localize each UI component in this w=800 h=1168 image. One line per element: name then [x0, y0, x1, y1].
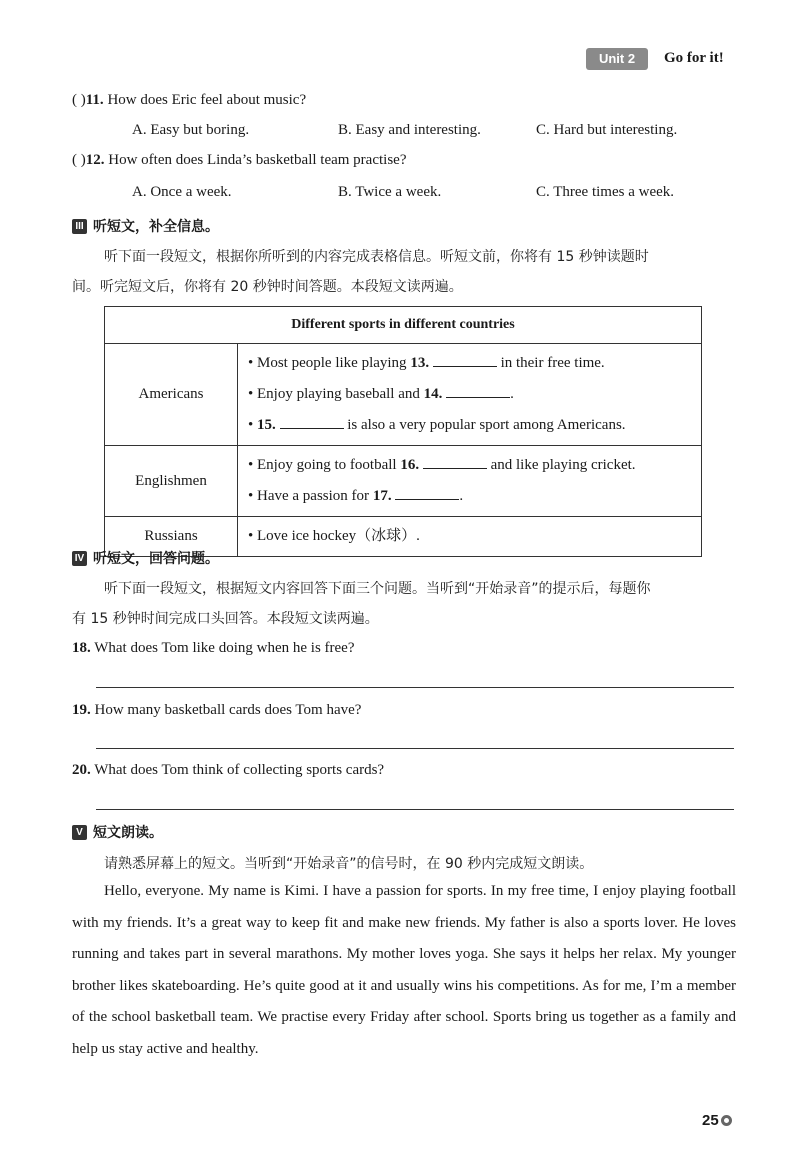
section-4-instruction-line1: 听下面一段短文，根据短文内容回答下面三个问题。当听到“开始录音”的提示后，每题你: [104, 581, 651, 597]
answer-blank[interactable]: [433, 352, 497, 367]
answer-paren: ( ): [72, 92, 86, 108]
bullet-item: • Enjoy playing baseball and 14. .: [248, 379, 701, 410]
question-text: What does Tom think of collecting sports cards?: [94, 762, 385, 778]
section-5-heading: [72, 822, 163, 842]
question-11: [72, 92, 306, 109]
option-b: B. Twice a week.: [338, 184, 442, 200]
question-text: What does Tom like doing when he is free?: [94, 640, 355, 656]
question-number: 18.: [72, 640, 91, 656]
question-text: How often does Linda’s basketball team practise?: [108, 152, 407, 168]
section-title: 听短文，回答问题。: [93, 551, 219, 567]
section-3-instruction-line1: 听下面一段短文，根据你所听到的内容完成表格信息。听短文前，你将有 15 秒钟读题时: [104, 249, 649, 265]
reading-passage: Hello, everyone. My name is Kimi. I have a passion for sports. In my free time, I enjoy playing football with my friends. It’s a great way to keep fit and make new friends. My father is also a sports lover. He loves running and takes part in several marathons. My mother loves yoga. She says it helps her relax. My younger brother likes skateboarding. He’s quite good at it and usually wins his competitions. As for me, I’m a member of the school basketball team. We practise every Friday after school. Sports bring us together as a family and help us stay active and healthy.: [72, 883, 736, 1057]
answer-blank[interactable]: [423, 454, 487, 469]
table-row: [105, 446, 702, 517]
section-5-instruction: 请熟悉屏幕上的短文。当听到“开始录音”的信号时，在 90 秒内完成短文朗读。: [104, 856, 594, 872]
question-18: [72, 640, 355, 657]
bullet-item: • Have a passion for 17. .: [248, 481, 701, 512]
bullet-item: • Enjoy going to football 16. and like playing cricket.: [248, 450, 701, 481]
row-items: [238, 517, 702, 557]
row-items: [238, 446, 702, 517]
question-text: How many basketball cards does Tom have?: [94, 702, 362, 718]
roman-numeral-badge: IV: [72, 551, 87, 566]
table-row: [105, 344, 702, 446]
bullet-item: • Love ice hockey（冰球）.: [248, 528, 420, 544]
section-3-heading: [72, 216, 219, 236]
bullet-item: • 15. is also a very popular sport among Americans.: [248, 410, 701, 441]
row-label: Englishmen: [105, 446, 238, 517]
row-label: Americans: [105, 344, 238, 446]
question-number: 12.: [85, 152, 105, 168]
answer-blank[interactable]: [280, 414, 344, 429]
section-3-instruction-line2: 间。听完短文后，你将有 20 秒钟时间答题。本段短文读两遍。: [72, 279, 463, 295]
question-number: 20.: [72, 762, 91, 778]
option-b: B. Easy and interesting.: [338, 122, 481, 138]
gear-icon: [721, 1115, 732, 1126]
option-c: C. Hard but interesting.: [536, 122, 678, 138]
option-a: A. Once a week.: [132, 184, 232, 200]
option-c: C. Three times a week.: [536, 184, 675, 200]
page-number: 25: [702, 1112, 732, 1129]
bullet-item: • Most people like playing 13. in their free time.: [248, 348, 701, 379]
answer-blank[interactable]: [446, 383, 510, 398]
section-4-heading: [72, 548, 219, 568]
answer-line[interactable]: [96, 687, 734, 688]
answer-blank[interactable]: [395, 485, 459, 500]
info-table: [104, 306, 702, 557]
row-label: Russians: [105, 517, 238, 557]
section-title: 听短文，补全信息。: [93, 219, 219, 235]
roman-numeral-badge: III: [72, 219, 87, 234]
unit-badge: Unit 2: [586, 48, 648, 70]
table-title: Different sports in different countries: [105, 307, 702, 344]
question-number: 19.: [72, 702, 91, 718]
section-title: 短文朗读。: [93, 825, 163, 841]
answer-line[interactable]: [96, 809, 734, 810]
question-text: How does Eric feel about music?: [107, 92, 307, 108]
section-4-instruction-line2: 有 15 秒钟时间完成口头回答。本段短文读两遍。: [72, 611, 379, 627]
answer-line[interactable]: [96, 748, 734, 749]
unit-title: Go for it!: [664, 50, 724, 66]
answer-paren: ( ): [72, 152, 86, 168]
question-12: [72, 152, 407, 169]
question-20: [72, 762, 384, 779]
roman-numeral-badge: V: [72, 825, 87, 840]
option-a: A. Easy but boring.: [132, 122, 250, 138]
question-19: [72, 702, 361, 719]
row-items: [238, 344, 702, 446]
question-number: 11.: [85, 92, 104, 108]
